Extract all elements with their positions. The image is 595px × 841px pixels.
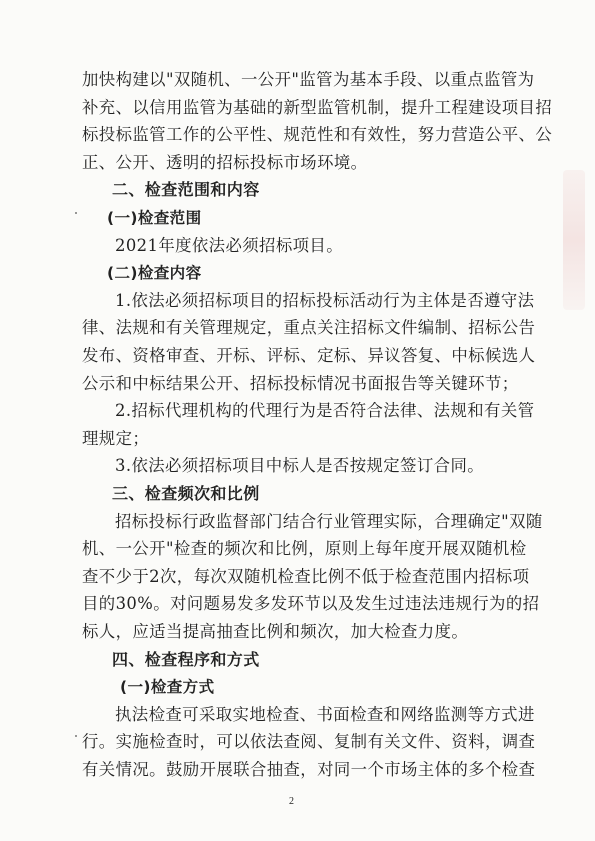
- section-heading-scope: 二、检查范围和内容: [112, 180, 260, 200]
- content-line: 理规定；: [82, 428, 150, 448]
- paragraph-line: 正、公开、透明的招标投标市场环境。: [82, 152, 368, 172]
- scan-dot: [75, 212, 77, 214]
- frequency-line: 机、一公开"检查的频次和比例，原则上每年度开展双随机检: [82, 539, 527, 559]
- scan-dot: [75, 735, 77, 737]
- page-number: 2: [289, 795, 294, 807]
- content-line: 3.依法必须招标项目中标人是否按规定签订合同。: [115, 456, 485, 476]
- procedure-line: 有关情况。鼓励开展联合抽查，对同一个市场主体的多个检查: [82, 760, 536, 779]
- subheading-method: (一)检查方式: [120, 678, 215, 697]
- section-heading-frequency: 三、检查频次和比例: [112, 484, 260, 503]
- paragraph-line: 补充、以信用监管为基础的新型监管机制，提升工程建设项目招: [82, 97, 553, 117]
- seal-stamp: [563, 170, 585, 310]
- frequency-line: 标人，应适当提高抽查比例和频次，加大检查力度。: [82, 622, 469, 641]
- section-heading-procedure: 四、检查程序和方式: [112, 649, 260, 669]
- subheading-content: (二)检查内容: [107, 264, 202, 283]
- paragraph-line: 加快构建以"双随机、一公开"监管为基本手段、以重点监管为: [82, 70, 535, 89]
- procedure-line: 行。实施检查时，可以依法查阅、复制有关文件、资料，调查: [82, 732, 536, 752]
- content-line: 2.招标代理机构的代理行为是否符合法律、法规和有关管: [115, 401, 535, 421]
- content-line: 1.依法必须招标项目的招标投标活动行为主体是否遵守法: [115, 290, 535, 310]
- procedure-line: 执法检查可采取实地检查、书面检查和网络监测等方式进: [115, 704, 535, 724]
- frequency-line: 查不少于2次，每次双随机检查比例不低于检查范围内招标项: [82, 566, 530, 586]
- frequency-line: 招标投标行政监督部门结合行业管理实际，合理确定"双随: [115, 511, 543, 531]
- content-line: 发布、资格审查、开标、评标、定标、异议答复、中标候选人: [82, 346, 536, 365]
- scope-text: 2021年度依法必须招标项目。: [115, 235, 344, 255]
- paragraph-line: 标投标监管工作的公平性、规范性和有效性，努力营造公平、公: [82, 125, 553, 145]
- subheading-scope: (一)检查范围: [107, 209, 202, 227]
- content-line: 律、法规和有关管理规定，重点关注招标文件编制、招标公告: [82, 318, 536, 338]
- content-line: 公示和中标结果公开、招标投标情况书面报告等关键环节；: [82, 373, 519, 393]
- frequency-line: 目的30%。对问题易发多发环节以及发生过违法违规行为的招: [82, 594, 540, 614]
